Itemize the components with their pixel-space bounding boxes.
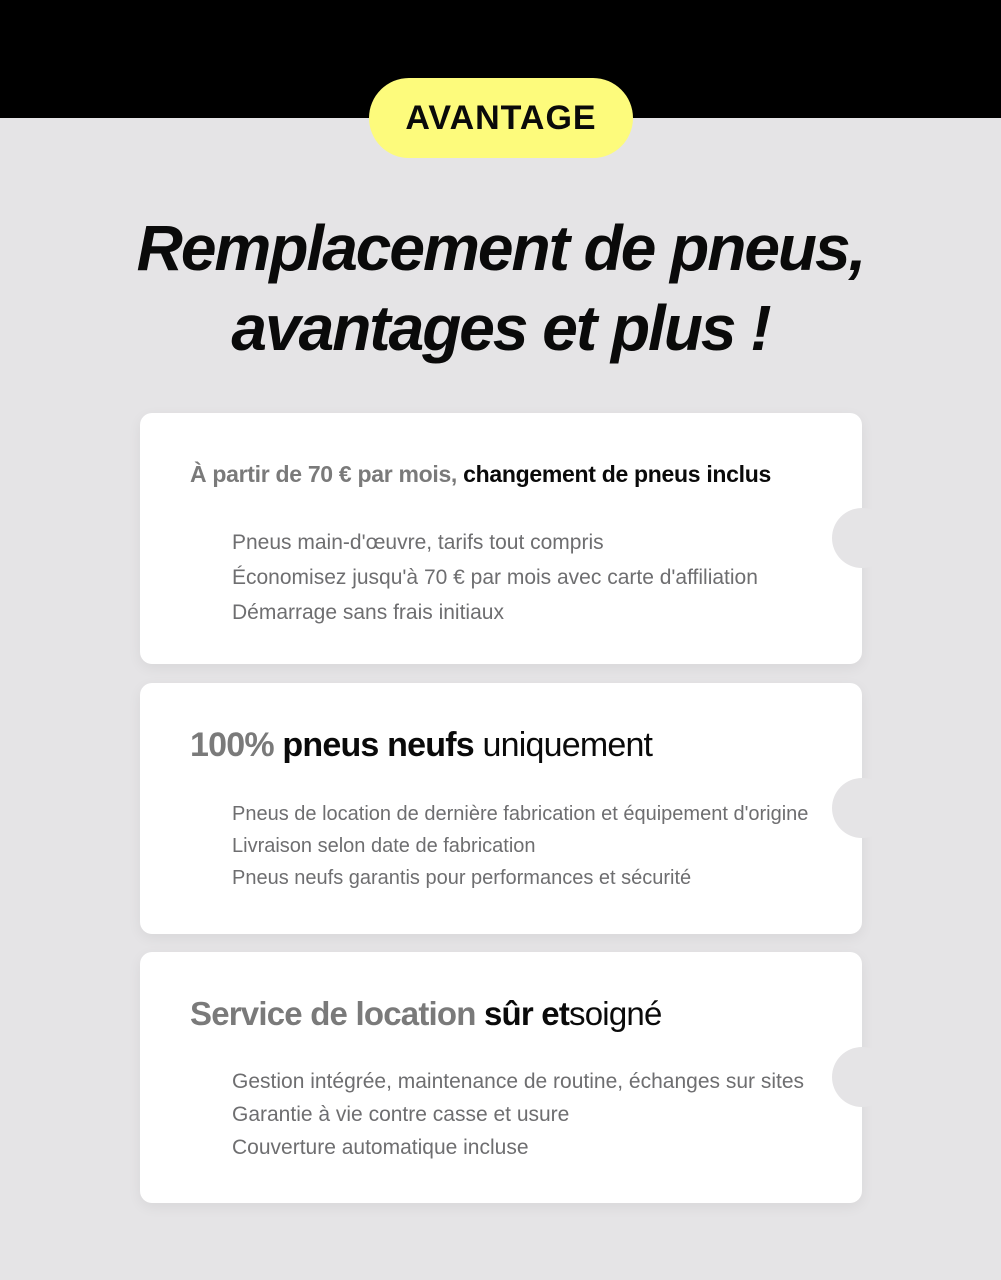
- card-title-light: uniquement: [482, 726, 653, 764]
- card-title-bold: pneus neufs: [282, 726, 483, 764]
- avantage-badge: AVANTAGE: [369, 78, 633, 158]
- card-title-muted: 100%: [190, 726, 283, 764]
- card-title-bold: sûr et: [483, 995, 570, 1032]
- card-bullet-list: [232, 1065, 804, 1164]
- benefit-card-pricing: [140, 413, 862, 664]
- card-title-light: soigné: [569, 995, 662, 1032]
- list-item: Pneus main-d'œuvre, tarifs tout compris: [232, 531, 604, 554]
- list-item: Démarrage sans frais initiaux: [232, 601, 504, 624]
- benefit-card-new-tires: [140, 683, 862, 934]
- card-title: [190, 726, 652, 765]
- card-notch: [832, 778, 892, 838]
- card-title: [190, 995, 662, 1033]
- card-title: [190, 461, 771, 488]
- list-item: Couverture automatique incluse: [232, 1136, 529, 1159]
- page-title-line-1: Remplacement de pneus,: [136, 212, 865, 284]
- card-bullet-list: [232, 525, 758, 630]
- list-item: Livraison selon date de fabrication: [232, 835, 536, 857]
- card-notch: [832, 1047, 892, 1107]
- list-item: Gestion intégrée, maintenance de routine, échanges sur sites: [232, 1070, 805, 1093]
- card-title-muted: Service de location: [190, 995, 484, 1032]
- list-item: Économisez jusqu'à 70 € par mois avec carte d'affiliation: [232, 566, 758, 589]
- page-title: [0, 208, 1001, 368]
- list-item: Pneus de location de dernière fabrication et équipement d'origine: [232, 803, 809, 825]
- benefit-card-service: [140, 952, 862, 1203]
- card-notch: [832, 508, 892, 568]
- card-bullet-list: [232, 798, 808, 894]
- card-title-bold: changement de pneus inclus: [463, 461, 772, 487]
- page-title-line-2: avantages et plus !: [231, 292, 770, 364]
- card-title-muted: À partir de 70 € par mois,: [190, 461, 464, 487]
- list-item: Garantie à vie contre casse et usure: [232, 1103, 570, 1126]
- list-item: Pneus neufs garantis pour performances et sécurité: [232, 867, 692, 889]
